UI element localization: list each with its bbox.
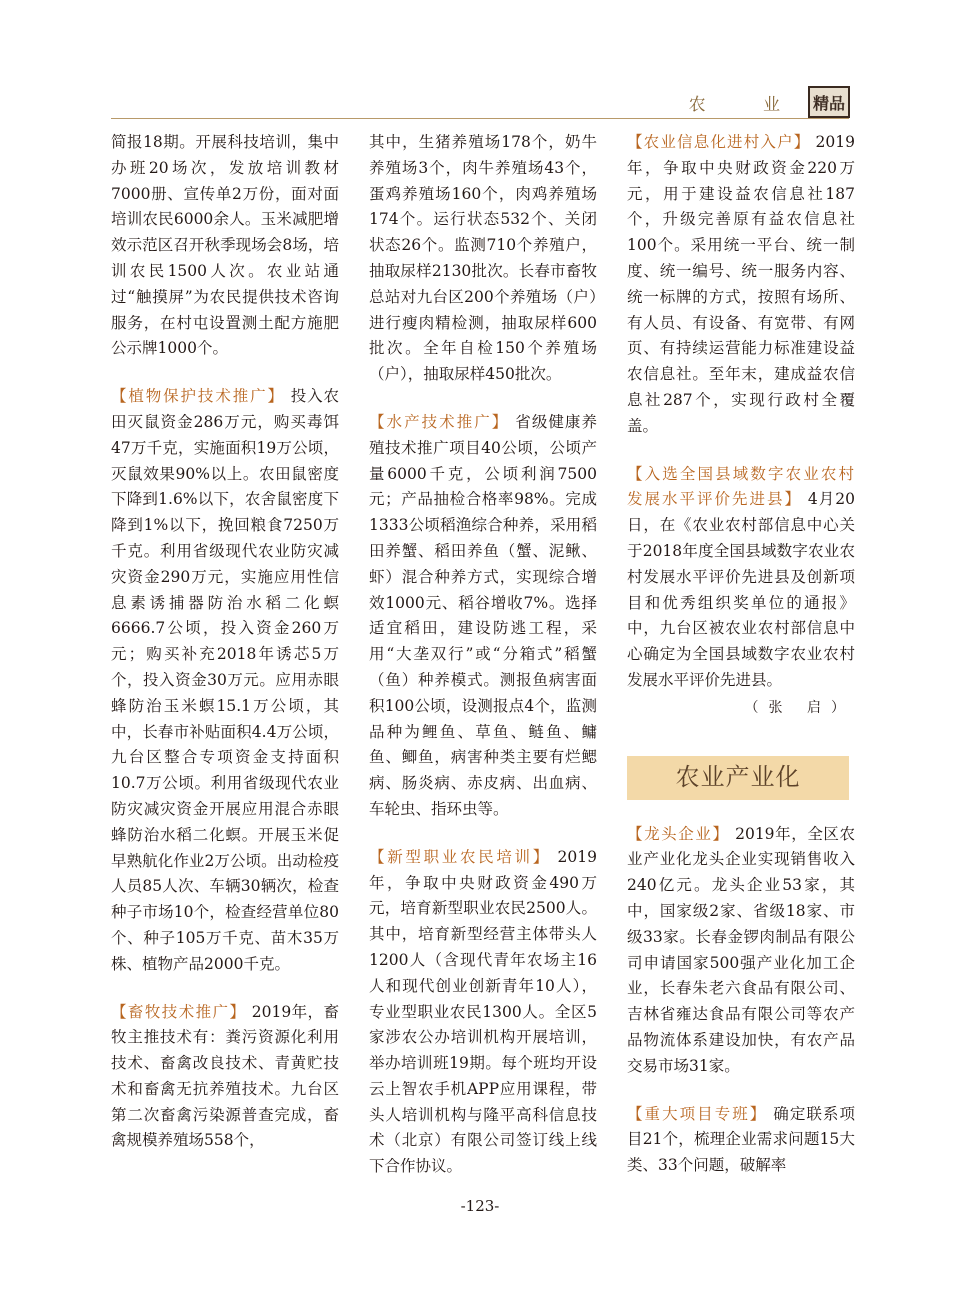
column-3 (627, 130, 855, 1179)
section-title: 农 业 (688, 94, 806, 115)
column-2 (369, 130, 597, 1180)
paragraph: 【入选全国县域数字农业农村发展水平评价先进县】 4月20日，在《农业农村部信息中心关于2018年度全国县域数字农业农村发展水平评价先进县及创新项目和优秀组织奖单位的通报》中，九台区被农业农村部信息中心确定为全国县域数字农业农村发展水平评价先进县。 (627, 464, 855, 689)
section-banner: 农业产业化 (627, 756, 849, 800)
paragraph: 【植物保护技术推广】 投入农田灭鼠资金286万元，购买毒饵47万千克，实施面积19万公顷，灭鼠效果90%以上。农田鼠密度下降到1.6%以下，农舍鼠密度下降到1%以下，挽回粮食7250万千克。利用省级现代农业防灾减灾资金290万元，实施应用性信息素诱捕器防治水稻二化螟6666.7公顷，投入资金260万元；购买补充2018年诱芯5万个，投入资金30万元。应用赤眼蜂防治玉米螟15.1万公顷，其中，长春市补贴面积4.4万公顷，九台区整合专项资金支持面积10.7万公顷。利用省级现代农业防灾减灾资金开展应用混合赤眼蜂防治水稻二化螟。开展玉米促早熟航化作业2万公顷。出动检疫人员85人次、车辆30辆次，检查种子市场10个，检查经营单位80个、种子105万千克、苗木35万株、植物产品2000千克。 (111, 387, 339, 973)
paragraph: 【畜牧技术推广】 2019年，畜牧主推技术有：粪污资源化利用技术、畜禽改良技术、青黄贮技术和畜禽无抗养殖技术。九台区第二次畜禽污染源普查完成，畜禽规模养殖场558个， (111, 1002, 339, 1150)
paragraph: 【农业信息化进村入户】 2019年，争取中央财政资金220万元，用于建设益农信息社187个，升级完善原有益农信息社100个。采用统一平台、统一制度、统一编号、统一服务内容、统一标牌的方式，按照有场所、有人员、有设备、有宽带、有网页、有持续运营能力标准建设益农信息社。至年末，建成益农信息社287个，实现行政村全覆盖。 (627, 133, 855, 435)
section-tag: 【水产技术推广】 (369, 412, 510, 431)
page-number: -123- (460, 1197, 500, 1215)
paragraph: 简报18期。开展科技培训，集中办班20场次，发放培训教材7000册、宣传单2万份，面对面培训农民6000余人。玉米减肥增效示范区召开秋季现场会8场，培训农民1500人次。农业站通过“触摸屏”为农民提供技术咨询服务，在村屯设置测土配方施肥公示牌1000个。 (111, 133, 339, 358)
section-tag: 【畜牧技术推广】 (111, 1002, 247, 1021)
section-tag: 【重大项目专班】 (627, 1104, 768, 1123)
author-credit: （张 启） (744, 699, 855, 716)
section-tag: 【入选全国县域数字农业农村发展水平评价先进县】 (627, 464, 855, 509)
paragraph: 【水产技术推广】 省级健康养殖技术推广项目40公顷，公顷产量6000千克，公顷利润7500元；产品抽检合格率98%。完成1333公顷稻渔综合种养，采用稻田养蟹、稻田养鱼（蟹、泥鳅、虾）混合种养方式，实现综合增效1000元、稻谷增收7%。选择适宜稻田，建设防逃工程，采用“大垄双行”或“分箱式”稻蟹（鱼）种养模式。测报鱼病害面积100公顷，设测报点4个，监测品种为鲤鱼、草鱼、鲢鱼、鳙鱼、鲫鱼，病害种类主要有烂鳃病、肠炎病、赤皮病、出血病、车轮虫、指环虫等。 (369, 412, 597, 818)
column-1 (111, 130, 339, 1154)
paragraph: 其中，生猪养殖场178个，奶牛养殖场3个，肉牛养殖场43个，蛋鸡养殖场160个，肉鸡养殖场174个。运行状态532个、关闭状态26个。监测710个养殖户，抽取尿样2130批次。长春市畜牧总站对九台区200个养殖场（户）进行瘦肉精检测，抽取尿样600批次。全年自检150个养殖场（户），抽取尿样450批次。 (369, 133, 597, 384)
header-divider (111, 118, 849, 119)
paragraph: 【重大项目专班】 确定联系项目21个，梳理企业需求问题15大类、33个问题，破解率 (627, 1104, 855, 1175)
paragraph: 【新型职业农民培训】 2019年，争取中央财政资金490万元，培育新型职业农民2500人。其中，培育新型经营主体带头人1200人（含现代青年农场主16人和现代创业创新青年10人），专业型职业农民1300人。全区5家涉农公办培训机构开展培训，举办培训班19期。每个班均开设云上智农手机APP应用课程，带头人培训机构与隆平高科信息技术（北京）有限公司签订线上线下合作协议。 (369, 847, 597, 1176)
paragraph: 【龙头企业】 2019年，全区农业产业化龙头企业实现销售收入240亿元。龙头企业53家，其中，国家级2家、省级18家、市级33家。长春金锣肉制品有限公司申请国家500强产业化加工企业，长春朱老六食品有限公司、吉林省雍达食品有限公司等农产品物流体系建设加快，有农产品交易市场31家。 (627, 824, 855, 1075)
section-tag: 【龙头企业】 (627, 824, 730, 843)
section-tag: 【农业信息化进村入户】 (627, 133, 811, 151)
section-tag: 【新型职业农民培训】 (369, 847, 551, 866)
magazine-logo: 精品 (808, 86, 850, 118)
page-header (689, 86, 850, 118)
section-tag: 【植物保护技术推广】 (111, 387, 285, 406)
